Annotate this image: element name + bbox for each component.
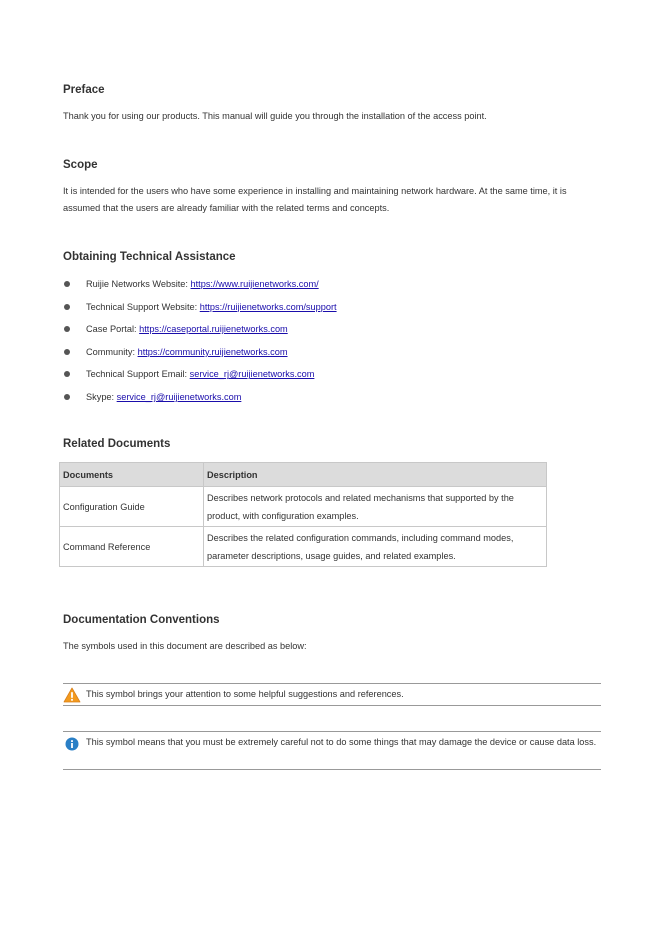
info-text: This symbol means that you must be extremely careful not to do some things that may damage the device or cause data loss. [86,737,597,747]
list-item [63,342,601,365]
table-cell-description: Describes network protocols and related mechanisms that supported by the product, with configuration examples. [204,487,547,527]
warning-icon [63,687,81,708]
bullet-icon [64,394,70,400]
list-item [63,297,601,320]
bullet-icon [64,371,70,377]
bullet-icon [64,304,70,310]
list-item-label: Community: [86,346,138,357]
list-item-label: Case Portal: [86,324,140,335]
community-link[interactable]: https://community.ruijienetworks.com [137,346,288,357]
list-item [63,364,601,387]
warning-note [63,683,601,706]
scope-text: It is intended for the users who have some experience in installing and maintaining network hardware. At the same time, it is assumed that the users are already familiar with the related terms and concepts. [63,186,567,213]
assistance-heading: Obtaining Technical Assistance [63,251,236,263]
list-item [63,274,601,297]
preface-text: Thank you for using our products. This manual will guide you through the installation of the access point. [63,111,487,121]
table-cell-description: Describes the related configuration commands, including command modes, parameter descriptions, usage guides, and related examples. [204,527,547,567]
table-header-row [60,463,547,487]
table-row [60,487,547,527]
support-website-link[interactable]: https://ruijienetworks.com/support [199,301,337,312]
related-documents-table [59,462,547,567]
website-link[interactable]: https://www.ruijienetworks.com/ [190,279,319,289]
preface-heading: Preface [63,84,105,96]
list-item [63,319,601,342]
case-portal-link[interactable]: https://caseportal.ruijienetworks.com [139,324,288,335]
conventions-heading: Documentation Conventions [63,614,220,626]
warning-text: This symbol brings your attention to some helpful suggestions and references. [86,689,404,699]
info-icon [65,737,79,756]
bullet-icon [64,281,70,287]
list-item-label: Skype: [86,391,117,402]
column-header-description: Description [204,463,547,487]
skype-link[interactable]: service_rj@ruijienetworks.com [116,391,242,402]
conventions-intro: The symbols used in this document are described as below: [63,641,307,651]
bullet-icon [64,326,70,332]
list-item-label: Ruijie Networks Website: [86,279,191,289]
table-row [60,527,547,567]
info-note [63,731,601,770]
assistance-list [63,274,601,410]
list-item-label: Technical Support Website: [86,301,200,312]
list-item [63,387,601,410]
column-header-documents: Documents [60,463,204,487]
support-email-link[interactable]: service_rj@ruijienetworks.com [189,369,315,380]
related-documents-heading: Related Documents [63,438,171,450]
table-cell-document: Command Reference [60,527,204,567]
scope-heading: Scope [63,159,98,171]
table-cell-document: Configuration Guide [60,487,204,527]
list-item-label: Technical Support Email: [86,369,190,380]
bullet-icon [64,349,70,355]
